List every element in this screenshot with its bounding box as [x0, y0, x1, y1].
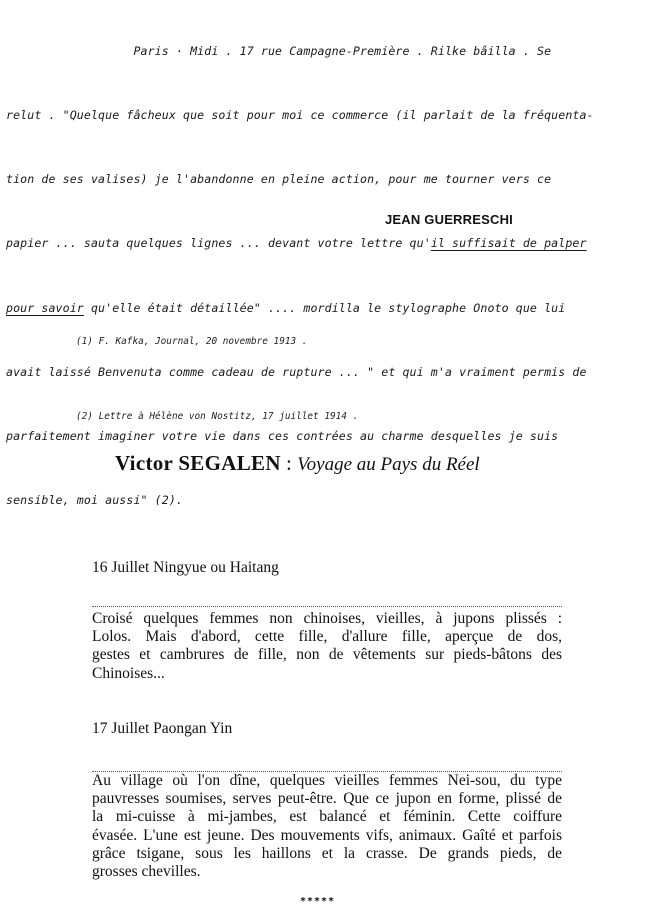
section-author-name: Victor SEGALEN: [115, 451, 281, 475]
entry-line: évasée. L'une est jeune. Des mouvements vifs, animaux. Gaîté et parfois: [92, 826, 562, 844]
dotted-rule: [92, 606, 562, 607]
entry-date: 17 Juillet Paongan Yin: [92, 720, 233, 737]
text-line: avait laissé Benvenuta comme cadeau de rupture ... " et qui m'a vraiment permis de: [6, 364, 587, 379]
entry-date: 16 Juillet Ningyue ou Haitang: [92, 559, 279, 576]
entry-line: Croisé quelques femmes non chinoises, vieilles, à jupons plissés :: [92, 610, 562, 627]
end-mark: *****: [300, 896, 336, 907]
text-segment: qu'elle était détaillée" .... mordilla le stylographe Onoto que lui: [83, 300, 566, 315]
text-line: relut . "Quelque fâcheux que soit pour moi ce commerce (il parlait de la fréquenta-: [6, 108, 594, 123]
footnote-2: (2) Lettre à Hélène von Nostitz, 17 juillet 1914 .: [76, 411, 359, 422]
entry-line: grâce tsigane, sous les haillons et la crasse. De grands pieds, de: [92, 844, 562, 862]
text-line: parfaitement imaginer votre vie dans ces contrées au charme desquelles je suis: [6, 429, 559, 444]
entry-line: gestes et cambrures de fille, non de vêtements sur pieds-bâtons des: [92, 646, 562, 664]
entry-line: pauvresses soumises, serves peut-être. Que ce jupon en forme, plissé de: [92, 790, 562, 808]
entry-line: Chinoises...: [92, 664, 165, 682]
article-author: JEAN GUERRESCHI: [385, 212, 513, 227]
text-line: sensible, moi aussi" (2).: [6, 493, 184, 508]
footnotes: [76, 279, 358, 479]
entry-text: [92, 772, 562, 881]
section-title: [115, 451, 575, 476]
underlined-phrase: il suffisait de palper: [430, 236, 587, 251]
text-line: [6, 233, 662, 254]
underlined-phrase: pour savoir: [6, 300, 84, 315]
footnote-1: (1) F. Kafka, Journal, 20 novembre 1913 .: [76, 336, 308, 347]
entry-line: Au village où l'on dîne, quelques vieilles femmes Nei-sou, du type: [92, 772, 562, 789]
text-line: tion de ses valises) je l'abandonne en pleine action, pour me tourner vers ce: [6, 172, 552, 187]
entry-line: Lolos. Mais d'abord, cette fille, d'allure fille, aperçue de dos,: [92, 628, 562, 646]
entry-line: la mi-cuisse à mi-jambes, est balancé et féminin. Cette coiffure: [92, 808, 562, 826]
text-line: Paris · Midi . 17 rue Campagne-Première . Rilke bâilla . Se: [6, 43, 552, 58]
entry-text: [92, 610, 562, 683]
title-separator: :: [280, 451, 298, 475]
entry-line: grosses chevilles.: [92, 863, 201, 881]
text-segment: papier ... sauta quelques lignes ... devant votre lettre qu': [6, 236, 431, 251]
section-work-title: Voyage au Pays du Réel: [297, 454, 480, 475]
